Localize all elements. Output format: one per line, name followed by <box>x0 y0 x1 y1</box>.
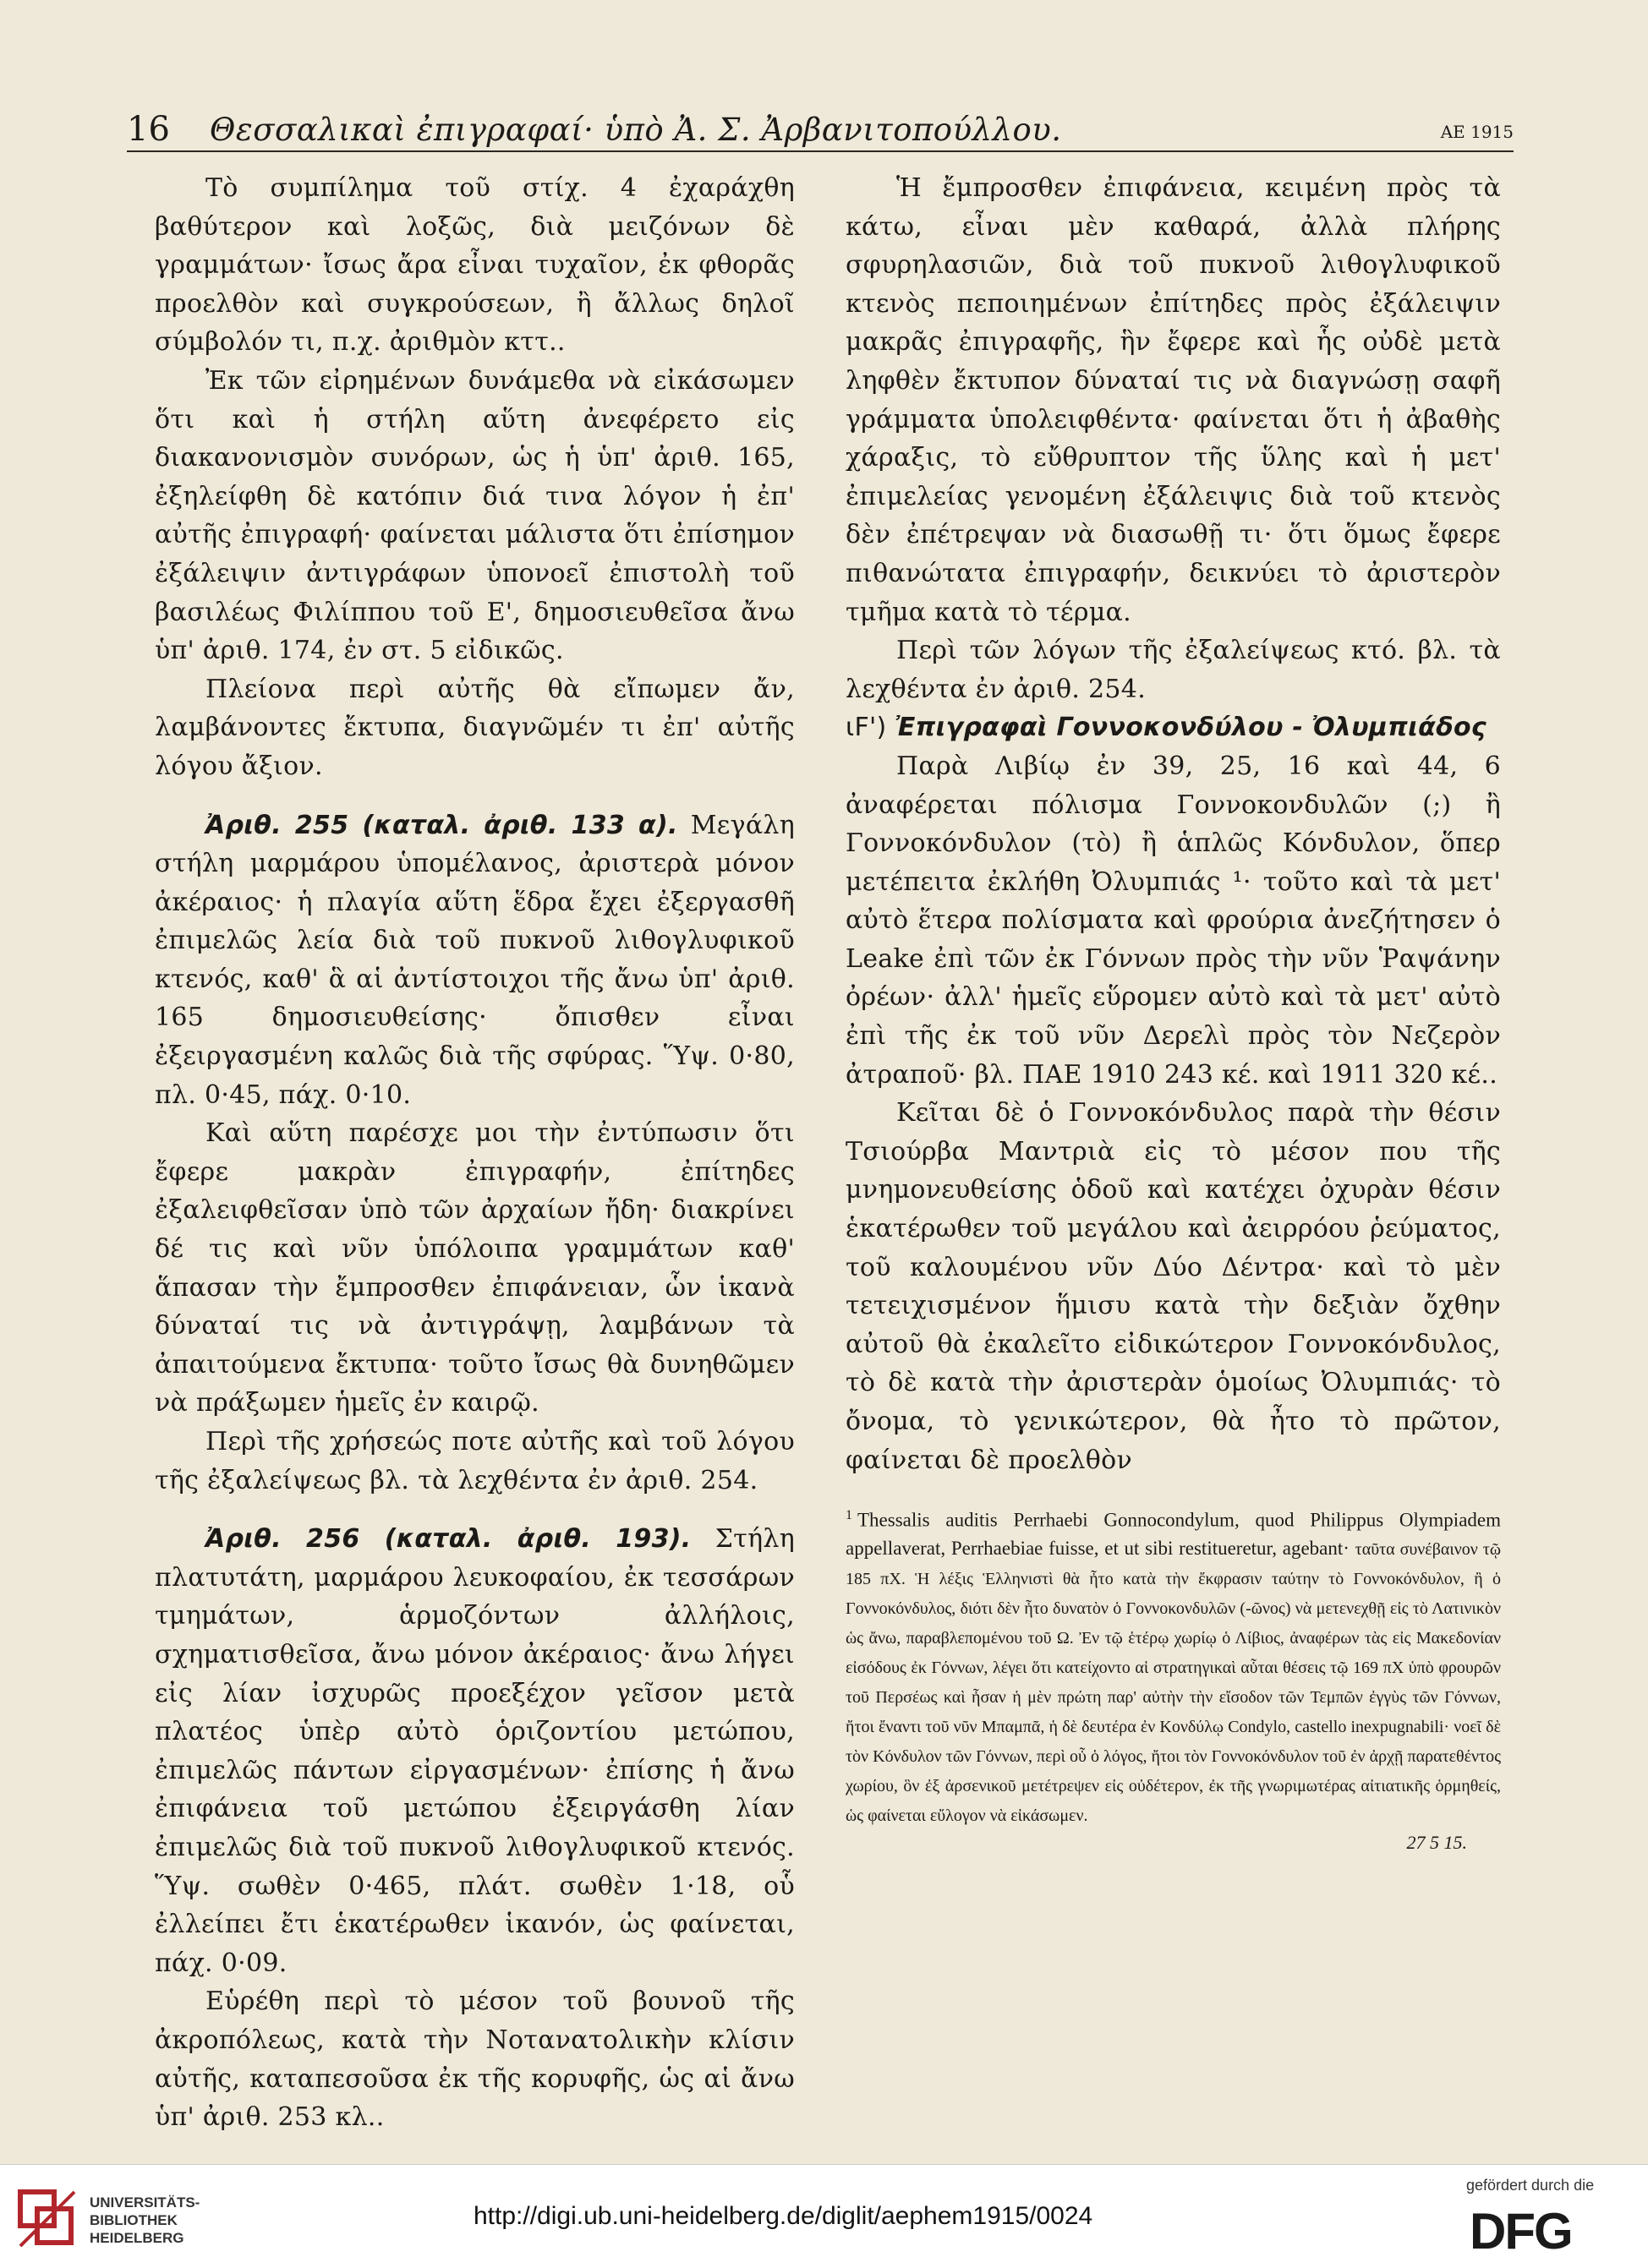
left-column <box>155 169 795 2137</box>
paragraph: Περὶ τῶν λόγων τῆς ἐξαλείψεως κτό. βλ. τὰ λεχθέντα ἐν ἀριθ. 254. <box>846 636 1501 704</box>
entry-heading: Ἀριθ. 255 (καταλ. ἀριθ. 133 α). <box>205 810 678 840</box>
entry-heading: Ἀριθ. 256 (καταλ. ἀριθ. 193). <box>205 1524 692 1555</box>
paragraph: Περὶ τῆς χρήσεώς ποτε αὐτῆς καὶ τοῦ λόγου τῆς ἐξαλείψεως βλ. τὰ λεχθέντα ἐν ἀριθ. 254. <box>155 1427 795 1495</box>
entry-255 <box>155 806 795 1115</box>
library-name-line: HEIDELBERG <box>90 2230 184 2246</box>
entry-text: Στήλη πλατυτάτη, μαρμάρου λευκοφαίου, ἐκ τεσσάρων τμημάτων, ἁρμοζόντων ἀλλήλοις, σχηματισθεῖσα, ἄνω μόνον ἀκέραιος· ἄνω λήγει εἰς λίαν ἰσχυρῶς προεξέχον γεῖσον μετὰ πλατέος ὑπὲρ αὐτὸ ὁριζοντίου μετώπου, ἐπιμελῶς πάντων εἰργασμένων· ἐπίσης ἡ ἄνω ἐπιφάνεια τοῦ μετώπου ἐξειργάσθη λίαν ἐπιμελῶς διὰ τοῦ πυκνοῦ λιθογλυφικοῦ κτενός. Ὕψ. σωθὲν 0·465, πλάτ. σωθὲν 1·18, οὗ ἐλλείπει ἔτι ἑκατέρωθεν ἱκανόν, ὡς φαίνεται, πάχ. 0·09. <box>155 1524 795 1978</box>
entry-256 <box>155 1520 795 1982</box>
entry-text: Μεγάλη στήλη μαρμάρου ὑπομέλανος, ἀριστερὰ μόνον ἀκέραιος· ἡ πλαγία αὕτη ἕδρα ἔχει ἐξεργασθῆ ἐπιμελῶς λεία διὰ τοῦ πυκνοῦ λιθογλυφικοῦ κτενός, καθ' ἃ αἱ ἀντίστοιχοι τῆς ἄνω ὑπ' ἀριθ. 165 δημοσιευθείσης· ὄπισθεν εἶναι ἐξειργασμένη καλῶς διὰ τῆς σφύρας. Ὕψ. 0·80, πλ. 0·45, πάχ. 0·10. <box>155 810 795 1110</box>
footnote-greek: ταῦτα συνέβαινον τῷ 185 πΧ. Ἡ λέξις Ἑλληνιστὶ θὰ ἦτο κατὰ τὴν ἔκφρασιν ταύτην τὸ Γοννοκόνδυλον, ἢ ὁ Γοννοκόνδυλος, διότι δὲν ἦτο δυνατὸν ὁ Γοννοκονδυλῶν (-ῶνος) νὰ μετενεχθῇ εἰς τὸ Λατινικὸν ὡς ἄνω, παραβλεπομένου τοῦ Ω. Ἐν τῷ ἑτέρῳ χωρίῳ ὁ Λίβιος, ἀναφέρων τὰς εἰς Μακεδονίαν εἰσόδους ἐκ Γόννων, λέγει ὅτι κατείχοντο αἱ στρατηγικαὶ αὗται θέσεις τῷ 169 πΧ ὑπὸ φρουρῶν τοῦ Περσέως καὶ ἦσαν ἡ μὲν πρώτη παρ' αὐτὴν τὴν εἴσοδον τῶν Τεμπῶν ἐγγὺς τῶν Γόννων, ἤτοι ἔναντι τοῦ νῦν Μπαμπᾶ, ἡ δὲ δευτέρα ἐν Κονδύλῳ Condylo, castello inexpugnabili· νοεῖ δὲ τὸν Κόνδυλον τῶν Γόννων, περὶ οὗ ὁ λόγος, ἤτοι τὸν Γοννοκόνδυλον τοῦ ἐν ἀρχῇ παρατεθέντος χωρίου, ὃν ἐξ ἀρσενικοῦ μετέτρεψεν εἰς οὐδέτερον, ἐκ τῆς γνωριμωτέρας αἰτιατικῆς ὁρμηθείς, ὡς φαίνεται εὔλογον νὰ εἰκάσωμεν. <box>846 1539 1502 1825</box>
running-header <box>127 108 1514 152</box>
paragraph: Καὶ αὕτη παρέσχε μοι τὴν ἐντύπωσιν ὅτι ἔφερε μακρὰν ἐπιγραφήν, ἐπίτηδες ἐξαλειφθεῖσαν ὑπὸ τῶν ἀρχαίων ἤδη· διακρίνει δέ τις καὶ νῦν ὑπόλοιπα γραμμάτων καθ' ἅπασαν τὴν ἔμπροσθεν ἐπιφάνειαν, ὧν ἱκανὰ δύναταί τις νὰ ἀντιγράψῃ, λαμβάνων τὰ ἀπαιτούμενα ἔκτυπα· τοῦτο ἴσως θὰ δυνηθῶμεν νὰ πράξωμεν ἡμεῖς ἐν καιρῷ. <box>155 1118 795 1418</box>
paragraph: Ἐκ τῶν εἰρημένων δυνάμεθα νὰ εἰκάσωμεν ὅτι καὶ ἡ στήλη αὕτη ἀνεφέρετο εἰς διακανονισμὸν συνόρων, ὡς ἡ ὑπ' ἀριθ. 165, ἐξηλείφθη δὲ κατόπιν διά τινα λόγον ἡ ἐπ' αὐτῆς ἐπιγραφή· φαίνεται μάλιστα ὅτι ἐπίσημον ἐξάλειψιν ἀντιγράφων ὑπονοεῖ ἐπιστολὴ τοῦ βασιλέως Φιλίππου τοῦ Ε', δημοσιευθεῖσα ἄνω ὑπ' ἀριθ. 174, ἐν στ. 5 εἰδικῶς. <box>155 365 795 666</box>
page-number: 16 <box>127 110 170 149</box>
right-column <box>846 169 1501 1854</box>
source-url-link[interactable]: http://digi.ub.uni-heidelberg.de/diglit/aephem1915/0024 <box>474 2202 1093 2230</box>
library-logo-icon <box>15 2187 79 2251</box>
section-number: ιϜ') <box>846 713 887 743</box>
paragraph: Τὸ συμπίλημα τοῦ στίχ. 4 ἐχαράχθη βαθύτερον καὶ λοξῶς, διὰ μειζόνων δὲ γραμμάτων· ἴσως ἄρα εἶναι τυχαῖον, ἐκ φθορᾶς προελθὸν καὶ συγκρούσεων, ἢ ἄλλως δηλοῖ σύμβολόν τι, π.χ. ἀριθμὸν κττ.. <box>155 173 795 358</box>
paragraph: Παρὰ Λιβίῳ ἐν 39, 25, 16 καὶ 44, 6 ἀναφέρεται πόλισμα Γοννοκονδυλῶν (;) ἢ Γοννοκόνδυλον (τὸ) ἢ ἁπλῶς Κόνδυλον, ὅπερ μετέπειτα ἐκλήθη Ὀλυμπιάς ¹· τοῦτο καὶ τὰ μετ' αὐτὸ ἕτερα πολίσματα καὶ φρούρια ἀνεζήτησεν ὁ Leake ἐπὶ τῶν ἐκ Γόννων πρὸς τὴν νῦν Ῥαψάνην ὀρέων· ἀλλ' ἡμεῖς εὕρομεν αὐτὸ καὶ τὰ μετ' αὐτὸ ἐπὶ τῆς ἐκ τοῦ νῦν Δερελὶ πρὸς τὸν Νεζερὸν ἀτραποῦ· βλ. ΠΑΕ 1910 243 κέ. καὶ 1911 320 κέ.. <box>846 751 1501 1090</box>
footnote-latin: Thessalis auditis Perrhaebi Gonnocondylum, quod Philippus Olympiadem appellaverat, Perrhaebiae fuisse, et ut sibi restitueretur, agebant· <box>846 1509 1501 1559</box>
paragraph: Ἡ ἔμπροσθεν ἐπιφάνεια, κειμένη πρὸς τὰ κάτω, εἶναι μὲν καθαρά, ἀλλὰ πλήρης σφυρηλασιῶν, διὰ τοῦ πυκνοῦ λιθογλυφικοῦ κτενὸς πεποιημένων ἐπίτηδες πρὸς ἐξάλειψιν μακρᾶς ἐπιγραφῆς, ἣν ἔφερε καὶ ἧς οὐδὲ μετὰ ληφθὲν ἔκτυπον δύναταί τις νὰ διαγνώσῃ σαφῆ γράμματα ὑπολειφθέντα· φαίνεται ὅτι ἡ ἀβαθὴς χάραξις, τὸ εὔθρυπτον τῆς ὕλης καὶ ἡ μετ' ἐπιμελείας γενομένη ἐξάλειψις διὰ τοῦ κτενὸς δὲν ἐπέτρεψαν νὰ διασωθῇ τι· ὅτι ὅμως ἔφερε πιθανώτατα ἐπιγραφήν, δεικνύει τὸ ἀριστερὸν τμῆμα κατὰ τὸ τέρμα. <box>846 173 1501 627</box>
library-name-line: BIBLIOTHEK <box>90 2212 178 2228</box>
footnote-date: 27 5 15. <box>1406 1831 1467 1853</box>
footnote <box>846 1501 1501 1830</box>
library-name <box>90 2194 200 2247</box>
section-title: Ἐπιγραφαὶ Γοννοκονδύλου - Ὀλυμπιάδος <box>895 713 1486 743</box>
paragraph: Εὑρέθη περὶ τὸ μέσον τοῦ βουνοῦ τῆς ἀκροπόλεως, κατὰ τὴν Νοτανατολικὴν κλίσιν αὐτῆς, καταπεσοῦσα ἐκ τῆς κορυφῆς, ὡς αἱ ἄνω ὑπ' ἀριθ. 253 κλ.. <box>155 1987 795 2133</box>
library-name-line: UNIVERSITÄTS- <box>90 2194 200 2211</box>
dfg-logo: DFG <box>1470 2203 1572 2260</box>
running-title: Θεσσαλικαὶ ἐπιγραφαί· ὑπὸ Ἀ. Σ. Ἀρβανιτοπούλλου. <box>210 112 1062 148</box>
funding-label: gefördert durch die <box>1466 2177 1595 2194</box>
paragraph: Πλείονα περὶ αὐτῆς θὰ εἴπωμεν ἄν, λαμβάνοντες ἔκτυπα, διαγνῶμέν τι ἐπ' αὐτῆς λόγου ἄξιον. <box>155 674 795 781</box>
section-heading <box>846 708 1501 747</box>
paragraph: Κεῖται δὲ ὁ Γοννοκόνδυλος παρὰ τὴν θέσιν Τσιούρβα Μαντριὰ εἰς τὸ μέσον που τῆς μνημονευθείσης ὁδοῦ καὶ κατέχει ὀχυρὰν θέσιν ἑκατέρωθεν τοῦ μεγάλου καὶ ἀειρρόου ῥεύματος, τοῦ καλουμένου νῦν Δύο Δέντρα· καὶ τὸ μὲν τετειχισμένον ἥμισυ κατὰ τὴν δεξιὰν ὄχθην αὐτοῦ θὰ ἐκαλεῖτο εἰδικώτερον Γοννοκόνδυλος, τὸ δὲ κατὰ τὴν ἀριστερὰν ὁμοίως Ὀλυμπιάς· τὸ ὄνομα, τὸ γενικώτερον, θὰ ἦτο τὸ πρῶτον, φαίνεται δὲ προελθὸν <box>846 1098 1501 1475</box>
footnote-mark: 1 <box>846 1508 852 1523</box>
digitization-footer <box>0 2164 1648 2268</box>
journal-label: ΑΕ 1915 <box>1440 122 1514 142</box>
